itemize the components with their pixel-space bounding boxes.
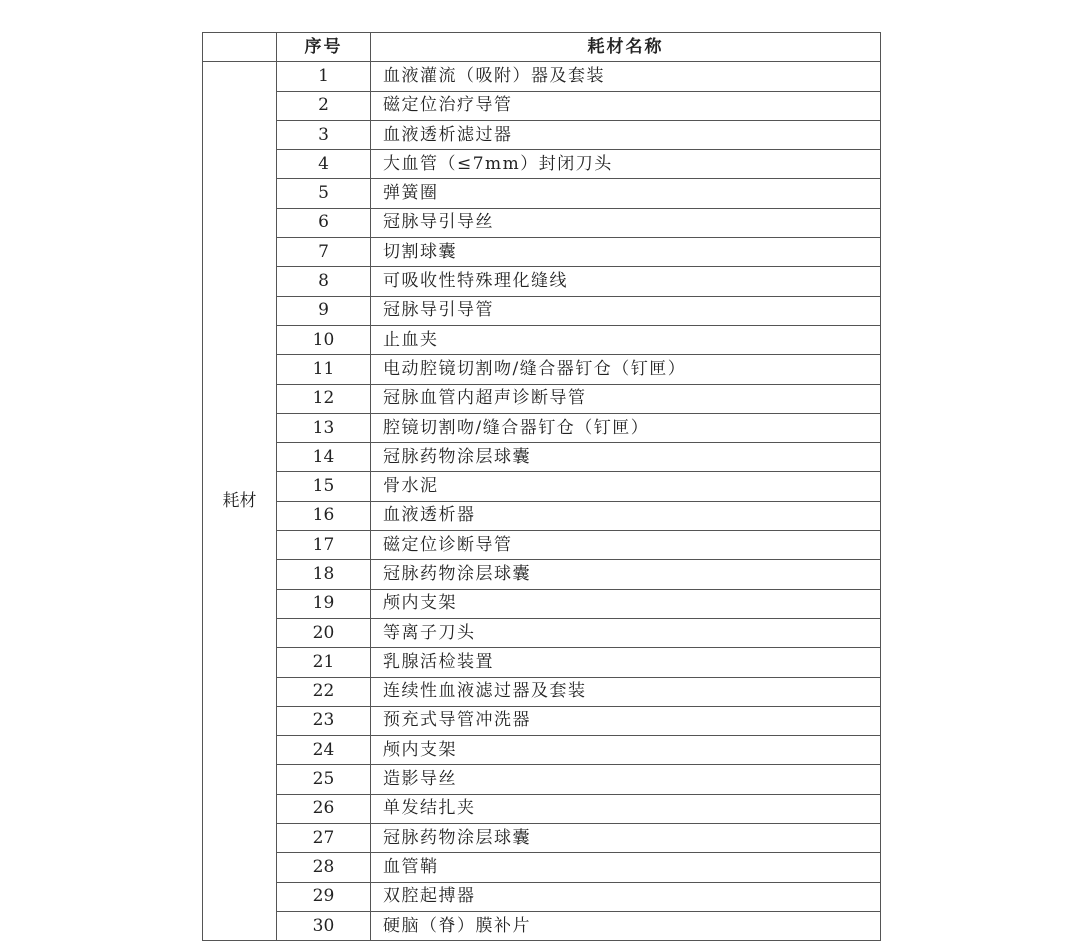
table-row xyxy=(203,501,881,530)
consumable-name: 冠脉药物涂层球囊 xyxy=(371,824,881,853)
table-row xyxy=(203,677,881,706)
table-row xyxy=(203,355,881,384)
consumable-name: 造影导丝 xyxy=(371,765,881,794)
column-header-name: 耗材名称 xyxy=(371,33,881,62)
consumable-name: 磁定位诊断导管 xyxy=(371,531,881,560)
row-number: 24 xyxy=(277,736,371,765)
consumable-name: 等离子刀头 xyxy=(371,618,881,647)
row-number: 18 xyxy=(277,560,371,589)
row-number: 9 xyxy=(277,296,371,325)
table-row xyxy=(203,648,881,677)
column-header-no: 序号 xyxy=(277,33,371,62)
consumable-name: 大血管（≤7mm）封闭刀头 xyxy=(371,150,881,179)
consumable-name: 颅内支架 xyxy=(371,589,881,618)
consumable-name: 切割球囊 xyxy=(371,238,881,267)
category-header-empty xyxy=(203,33,277,62)
row-number: 3 xyxy=(277,120,371,149)
consumable-name: 电动腔镜切割吻/缝合器钉仓（钉匣） xyxy=(371,355,881,384)
table-row xyxy=(203,296,881,325)
table-row xyxy=(203,472,881,501)
table-row xyxy=(203,853,881,882)
consumable-name: 双腔起搏器 xyxy=(371,882,881,911)
row-number: 22 xyxy=(277,677,371,706)
table-row xyxy=(203,794,881,823)
consumable-name: 骨水泥 xyxy=(371,472,881,501)
consumable-name: 腔镜切割吻/缝合器钉仓（钉匣） xyxy=(371,413,881,442)
row-number: 16 xyxy=(277,501,371,530)
header-row xyxy=(203,33,881,62)
row-number: 5 xyxy=(277,179,371,208)
row-number: 23 xyxy=(277,706,371,735)
consumable-name: 冠脉药物涂层球囊 xyxy=(371,443,881,472)
consumable-name: 冠脉药物涂层球囊 xyxy=(371,560,881,589)
row-number: 25 xyxy=(277,765,371,794)
category-label: 耗材 xyxy=(203,62,277,941)
table-row xyxy=(203,238,881,267)
consumable-name: 磁定位治疗导管 xyxy=(371,91,881,120)
table-row xyxy=(203,706,881,735)
row-number: 7 xyxy=(277,238,371,267)
consumable-name: 连续性血液滤过器及套装 xyxy=(371,677,881,706)
consumable-name: 预充式导管冲洗器 xyxy=(371,706,881,735)
consumable-name: 硬脑（脊）膜补片 xyxy=(371,911,881,940)
consumable-name: 血液灌流（吸附）器及套装 xyxy=(371,62,881,91)
row-number: 19 xyxy=(277,589,371,618)
table-row xyxy=(203,589,881,618)
table-row xyxy=(203,62,881,91)
consumable-name: 血液透析滤过器 xyxy=(371,120,881,149)
consumable-name: 血液透析器 xyxy=(371,501,881,530)
table-row xyxy=(203,413,881,442)
table-row xyxy=(203,736,881,765)
row-number: 6 xyxy=(277,208,371,237)
row-number: 20 xyxy=(277,618,371,647)
row-number: 8 xyxy=(277,267,371,296)
table-row xyxy=(203,531,881,560)
table-row xyxy=(203,911,881,940)
row-number: 17 xyxy=(277,531,371,560)
table-row xyxy=(203,443,881,472)
consumables-table xyxy=(202,32,881,941)
consumable-name: 冠脉导引导管 xyxy=(371,296,881,325)
table-row xyxy=(203,325,881,354)
consumable-name: 颅内支架 xyxy=(371,736,881,765)
consumable-name: 弹簧圈 xyxy=(371,179,881,208)
table-row xyxy=(203,765,881,794)
row-number: 4 xyxy=(277,150,371,179)
row-number: 21 xyxy=(277,648,371,677)
row-number: 13 xyxy=(277,413,371,442)
row-number: 14 xyxy=(277,443,371,472)
row-number: 2 xyxy=(277,91,371,120)
row-number: 1 xyxy=(277,62,371,91)
row-number: 29 xyxy=(277,882,371,911)
row-number: 12 xyxy=(277,384,371,413)
consumable-name: 可吸收性特殊理化缝线 xyxy=(371,267,881,296)
row-number: 28 xyxy=(277,853,371,882)
table-row xyxy=(203,179,881,208)
consumable-name: 止血夹 xyxy=(371,325,881,354)
table-row xyxy=(203,618,881,647)
consumable-name: 血管鞘 xyxy=(371,853,881,882)
table-row xyxy=(203,267,881,296)
row-number: 11 xyxy=(277,355,371,384)
table-row xyxy=(203,150,881,179)
table-row xyxy=(203,120,881,149)
row-number: 30 xyxy=(277,911,371,940)
table-row xyxy=(203,560,881,589)
row-number: 10 xyxy=(277,325,371,354)
consumable-name: 冠脉导引导丝 xyxy=(371,208,881,237)
table-row xyxy=(203,824,881,853)
table-row xyxy=(203,384,881,413)
table-row xyxy=(203,882,881,911)
table-row xyxy=(203,91,881,120)
consumable-name: 冠脉血管内超声诊断导管 xyxy=(371,384,881,413)
row-number: 15 xyxy=(277,472,371,501)
consumable-name: 单发结扎夹 xyxy=(371,794,881,823)
consumable-name: 乳腺活检装置 xyxy=(371,648,881,677)
row-number: 26 xyxy=(277,794,371,823)
row-number: 27 xyxy=(277,824,371,853)
table-row xyxy=(203,208,881,237)
